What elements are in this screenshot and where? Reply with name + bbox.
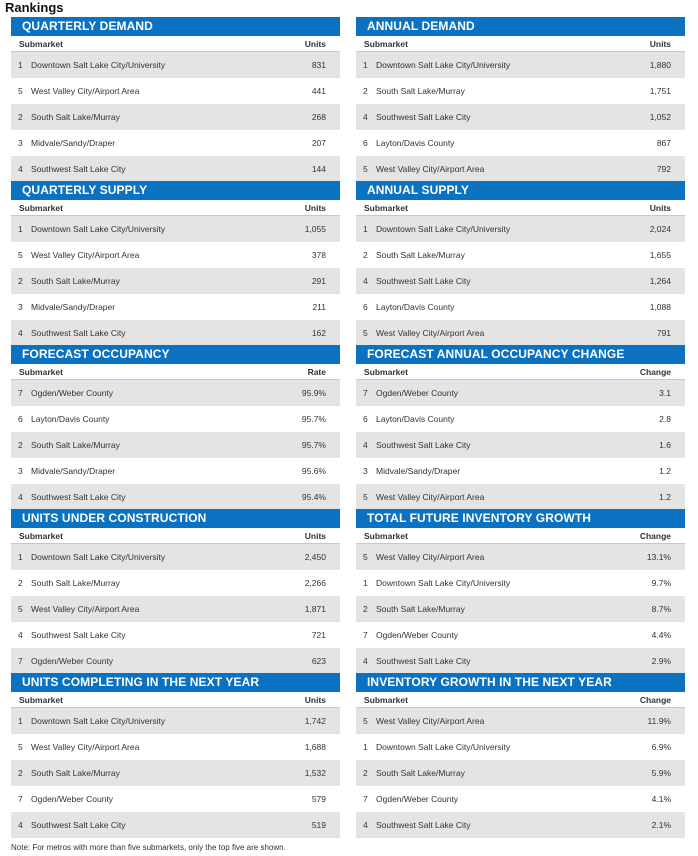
rank-number: 4: [18, 630, 23, 640]
table-row: [356, 216, 685, 242]
submarket-name: Southwest Salt Lake City: [31, 492, 126, 502]
panel-title: ANNUAL SUPPLY: [356, 181, 685, 200]
table-row: [11, 544, 340, 570]
rank-number: 7: [363, 388, 368, 398]
submarket-column-label: Submarket: [364, 694, 408, 705]
table-row: [356, 734, 685, 760]
submarket-name: West Valley City/Airport Area: [31, 250, 140, 260]
row-value: 11.9%: [647, 716, 671, 726]
submarket-name: Layton/Davis County: [376, 414, 455, 424]
submarket-name: West Valley City/Airport Area: [31, 604, 140, 614]
submarket-name: Ogden/Weber County: [31, 794, 114, 804]
table-row: [356, 52, 685, 78]
submarket-name: Ogden/Weber County: [31, 656, 114, 666]
row-value: 1.2: [659, 466, 671, 476]
row-value: 579: [311, 794, 326, 804]
rank-number: 7: [18, 794, 23, 804]
ranking-panel: [11, 673, 340, 837]
table-row: [11, 786, 340, 812]
rank-number: 3: [18, 302, 23, 312]
rank-number: 2: [18, 112, 23, 122]
panel-title: TOTAL FUTURE INVENTORY GROWTH: [356, 509, 685, 528]
row-value: 1,052: [649, 112, 671, 122]
submarket-name: West Valley City/Airport Area: [31, 86, 140, 96]
row-value: 2,266: [304, 578, 326, 588]
panel-title: INVENTORY GROWTH IN THE NEXT YEAR: [356, 673, 685, 692]
table-row: [356, 104, 685, 130]
column-header: [11, 692, 340, 708]
rank-number: 1: [18, 552, 23, 562]
row-value: 1,871: [304, 604, 326, 614]
submarket-column-label: Submarket: [364, 530, 408, 541]
ranking-panel: [356, 181, 685, 345]
row-value: 144: [311, 164, 326, 174]
table-row: [356, 544, 685, 570]
table-row: [356, 432, 685, 458]
table-row: [356, 130, 685, 156]
column-header: [356, 200, 685, 216]
panel-title: FORECAST ANNUAL OCCUPANCY CHANGE: [356, 345, 685, 364]
row-value: 5.9%: [651, 768, 671, 778]
table-row: [11, 734, 340, 760]
table-row: [11, 268, 340, 294]
page-title: Rankings: [5, 0, 64, 15]
rank-number: 5: [363, 164, 368, 174]
table-row: [356, 406, 685, 432]
row-value: 1,880: [649, 60, 671, 70]
table-row: [11, 406, 340, 432]
submarket-name: Southwest Salt Lake City: [31, 820, 126, 830]
rank-number: 2: [363, 604, 368, 614]
rank-number: 4: [18, 164, 23, 174]
column-header: [11, 200, 340, 216]
submarket-name: South Salt Lake/Murray: [31, 578, 120, 588]
table-row: [11, 156, 340, 182]
value-column-label: Units: [304, 38, 326, 49]
footnote: Note: For metros with more than five submarkets, only the top five are shown.: [11, 843, 286, 852]
submarket-name: Southwest Salt Lake City: [376, 440, 471, 450]
value-column-label: Units: [304, 202, 326, 213]
row-value: 95.9%: [301, 388, 326, 398]
rank-number: 5: [18, 604, 23, 614]
rank-number: 7: [363, 630, 368, 640]
value-column-label: Change: [639, 694, 671, 705]
rank-number: 2: [363, 250, 368, 260]
column-header: [11, 36, 340, 52]
submarket-name: Downtown Salt Lake City/University: [376, 578, 511, 588]
rank-number: 2: [18, 578, 23, 588]
row-value: 2.9%: [651, 656, 671, 666]
ranking-panel: [11, 345, 340, 509]
submarket-name: Southwest Salt Lake City: [31, 630, 126, 640]
submarket-name: Downtown Salt Lake City/University: [376, 742, 511, 752]
submarket-name: Southwest Salt Lake City: [376, 656, 471, 666]
rank-number: 1: [18, 224, 23, 234]
table-row: [356, 648, 685, 674]
submarket-column-label: Submarket: [19, 366, 63, 377]
table-row: [356, 156, 685, 182]
ranking-panel: [356, 17, 685, 181]
submarket-name: Southwest Salt Lake City: [31, 328, 126, 338]
rank-number: 3: [18, 138, 23, 148]
submarket-name: Midvale/Sandy/Draper: [31, 466, 116, 476]
submarket-column-label: Submarket: [364, 366, 408, 377]
table-row: [11, 432, 340, 458]
submarket-name: Ogden/Weber County: [376, 794, 459, 804]
row-value: 791: [656, 328, 671, 338]
submarket-name: Downtown Salt Lake City/University: [31, 716, 166, 726]
table-row: [356, 708, 685, 734]
table-row: [11, 380, 340, 406]
rank-number: 5: [18, 250, 23, 260]
submarket-name: South Salt Lake/Murray: [376, 250, 465, 260]
row-value: 6.9%: [651, 742, 671, 752]
row-value: 95.7%: [301, 414, 326, 424]
submarket-column-label: Submarket: [364, 38, 408, 49]
table-row: [11, 78, 340, 104]
panel-title: ANNUAL DEMAND: [356, 17, 685, 36]
value-column-label: Rate: [307, 366, 326, 377]
row-value: 95.4%: [301, 492, 326, 502]
row-value: 1,688: [304, 742, 326, 752]
panel-title: QUARTERLY SUPPLY: [11, 181, 340, 200]
column-header: [356, 692, 685, 708]
column-header: [11, 364, 340, 380]
table-row: [11, 52, 340, 78]
submarket-name: South Salt Lake/Murray: [376, 768, 465, 778]
table-row: [356, 242, 685, 268]
row-value: 4.1%: [651, 794, 671, 804]
value-column-label: Units: [649, 202, 671, 213]
table-row: [356, 484, 685, 510]
submarket-name: Midvale/Sandy/Draper: [31, 138, 116, 148]
rank-number: 2: [18, 768, 23, 778]
column-header: [356, 528, 685, 544]
rank-number: 5: [18, 742, 23, 752]
row-value: 3.1: [659, 388, 671, 398]
row-value: 2.1%: [651, 820, 671, 830]
rank-number: 1: [363, 60, 368, 70]
table-row: [11, 216, 340, 242]
table-row: [11, 458, 340, 484]
table-row: [356, 812, 685, 838]
rankings-grid: [11, 17, 685, 837]
row-value: 1,655: [649, 250, 671, 260]
row-value: 1,742: [304, 716, 326, 726]
table-row: [11, 104, 340, 130]
rank-number: 4: [363, 276, 368, 286]
rank-number: 1: [18, 60, 23, 70]
rank-number: 6: [18, 414, 23, 424]
row-value: 8.7%: [651, 604, 671, 614]
submarket-name: South Salt Lake/Murray: [31, 768, 120, 778]
row-value: 378: [311, 250, 326, 260]
row-value: 792: [656, 164, 671, 174]
submarket-name: Southwest Salt Lake City: [376, 276, 471, 286]
submarket-name: West Valley City/Airport Area: [376, 328, 485, 338]
submarket-name: West Valley City/Airport Area: [31, 742, 140, 752]
row-value: 867: [656, 138, 671, 148]
column-header: [356, 36, 685, 52]
row-value: 95.6%: [301, 466, 326, 476]
row-value: 1,532: [304, 768, 326, 778]
row-value: 1,088: [649, 302, 671, 312]
submarket-name: West Valley City/Airport Area: [376, 552, 485, 562]
row-value: 95.7%: [301, 440, 326, 450]
row-value: 1,264: [649, 276, 671, 286]
rank-number: 4: [18, 820, 23, 830]
rank-number: 4: [18, 328, 23, 338]
rank-number: 5: [363, 716, 368, 726]
table-row: [11, 812, 340, 838]
table-row: [356, 570, 685, 596]
table-row: [356, 786, 685, 812]
rank-number: 1: [363, 224, 368, 234]
row-value: 721: [311, 630, 326, 640]
table-row: [356, 268, 685, 294]
submarket-name: South Salt Lake/Murray: [31, 276, 120, 286]
row-value: 4.4%: [651, 630, 671, 640]
rank-number: 2: [18, 440, 23, 450]
rank-number: 2: [18, 276, 23, 286]
panel-title: FORECAST OCCUPANCY: [11, 345, 340, 364]
table-row: [356, 760, 685, 786]
row-value: 13.1%: [646, 552, 671, 562]
submarket-name: West Valley City/Airport Area: [376, 492, 485, 502]
table-row: [11, 760, 340, 786]
rank-number: 1: [363, 742, 368, 752]
submarket-name: South Salt Lake/Murray: [31, 440, 120, 450]
table-row: [356, 78, 685, 104]
ranking-panel: [11, 181, 340, 345]
submarket-name: Downtown Salt Lake City/University: [376, 60, 511, 70]
row-value: 2,024: [649, 224, 671, 234]
value-column-label: Change: [639, 366, 671, 377]
row-value: 207: [311, 138, 326, 148]
submarket-name: Ogden/Weber County: [376, 630, 459, 640]
value-column-label: Units: [304, 530, 326, 541]
submarket-name: West Valley City/Airport Area: [376, 716, 485, 726]
table-row: [11, 242, 340, 268]
submarket-name: Ogden/Weber County: [31, 388, 114, 398]
row-value: 1,055: [304, 224, 326, 234]
submarket-name: Layton/Davis County: [31, 414, 110, 424]
rank-number: 2: [363, 86, 368, 96]
panel-title: UNITS COMPLETING IN THE NEXT YEAR: [11, 673, 340, 692]
submarket-column-label: Submarket: [19, 202, 63, 213]
rank-number: 5: [18, 86, 23, 96]
row-value: 162: [311, 328, 326, 338]
rank-number: 6: [363, 302, 368, 312]
table-row: [11, 708, 340, 734]
table-row: [11, 622, 340, 648]
row-value: 441: [311, 86, 326, 96]
row-value: 519: [311, 820, 326, 830]
row-value: 268: [311, 112, 326, 122]
rank-number: 4: [18, 492, 23, 502]
rank-number: 5: [363, 328, 368, 338]
rank-number: 6: [363, 414, 368, 424]
submarket-column-label: Submarket: [19, 38, 63, 49]
rank-number: 5: [363, 552, 368, 562]
table-row: [356, 294, 685, 320]
submarket-column-label: Submarket: [19, 694, 63, 705]
table-row: [11, 596, 340, 622]
submarket-name: South Salt Lake/Murray: [31, 112, 120, 122]
ranking-panel: [356, 345, 685, 509]
table-row: [356, 622, 685, 648]
submarket-name: Ogden/Weber County: [376, 388, 459, 398]
table-row: [356, 380, 685, 406]
column-header: [356, 364, 685, 380]
rank-number: 7: [363, 794, 368, 804]
row-value: 9.7%: [651, 578, 671, 588]
row-value: 291: [311, 276, 326, 286]
rank-number: 3: [363, 466, 368, 476]
submarket-column-label: Submarket: [19, 530, 63, 541]
submarket-name: Layton/Davis County: [376, 302, 455, 312]
table-row: [356, 320, 685, 346]
table-row: [356, 596, 685, 622]
submarket-name: Midvale/Sandy/Draper: [31, 302, 116, 312]
submarket-column-label: Submarket: [364, 202, 408, 213]
submarket-name: Southwest Salt Lake City: [376, 112, 471, 122]
submarket-name: Downtown Salt Lake City/University: [31, 224, 166, 234]
ranking-panel: [356, 509, 685, 673]
table-row: [11, 484, 340, 510]
rank-number: 7: [18, 656, 23, 666]
ranking-panel: [11, 17, 340, 181]
rank-number: 4: [363, 820, 368, 830]
submarket-name: South Salt Lake/Murray: [376, 86, 465, 96]
rank-number: 4: [363, 440, 368, 450]
row-value: 211: [312, 302, 326, 312]
value-column-label: Units: [649, 38, 671, 49]
row-value: 2,450: [304, 552, 326, 562]
rank-number: 4: [363, 656, 368, 666]
table-row: [11, 130, 340, 156]
submarket-name: Southwest Salt Lake City: [31, 164, 126, 174]
row-value: 1,751: [649, 86, 671, 96]
panel-title: QUARTERLY DEMAND: [11, 17, 340, 36]
rank-number: 1: [18, 716, 23, 726]
ranking-panel: [11, 509, 340, 673]
rank-number: 1: [363, 578, 368, 588]
value-column-label: Change: [639, 530, 671, 541]
table-row: [11, 570, 340, 596]
table-row: [11, 648, 340, 674]
rank-number: 7: [18, 388, 23, 398]
value-column-label: Units: [304, 694, 326, 705]
submarket-name: South Salt Lake/Murray: [376, 604, 465, 614]
submarket-name: West Valley City/Airport Area: [376, 164, 485, 174]
row-value: 1.2: [659, 492, 671, 502]
submarket-name: Downtown Salt Lake City/University: [31, 552, 166, 562]
row-value: 623: [311, 656, 326, 666]
submarket-name: Midvale/Sandy/Draper: [376, 466, 461, 476]
panel-title: UNITS UNDER CONSTRUCTION: [11, 509, 340, 528]
rank-number: 6: [363, 138, 368, 148]
row-value: 831: [311, 60, 326, 70]
column-header: [11, 528, 340, 544]
submarket-name: Downtown Salt Lake City/University: [31, 60, 166, 70]
rank-number: 4: [363, 112, 368, 122]
ranking-panel: [356, 673, 685, 837]
submarket-name: Downtown Salt Lake City/University: [376, 224, 511, 234]
table-row: [11, 320, 340, 346]
rank-number: 5: [363, 492, 368, 502]
row-value: 2.8: [659, 414, 671, 424]
submarket-name: Layton/Davis County: [376, 138, 455, 148]
row-value: 1.6: [659, 440, 671, 450]
submarket-name: Southwest Salt Lake City: [376, 820, 471, 830]
table-row: [11, 294, 340, 320]
rank-number: 2: [363, 768, 368, 778]
rank-number: 3: [18, 466, 23, 476]
table-row: [356, 458, 685, 484]
